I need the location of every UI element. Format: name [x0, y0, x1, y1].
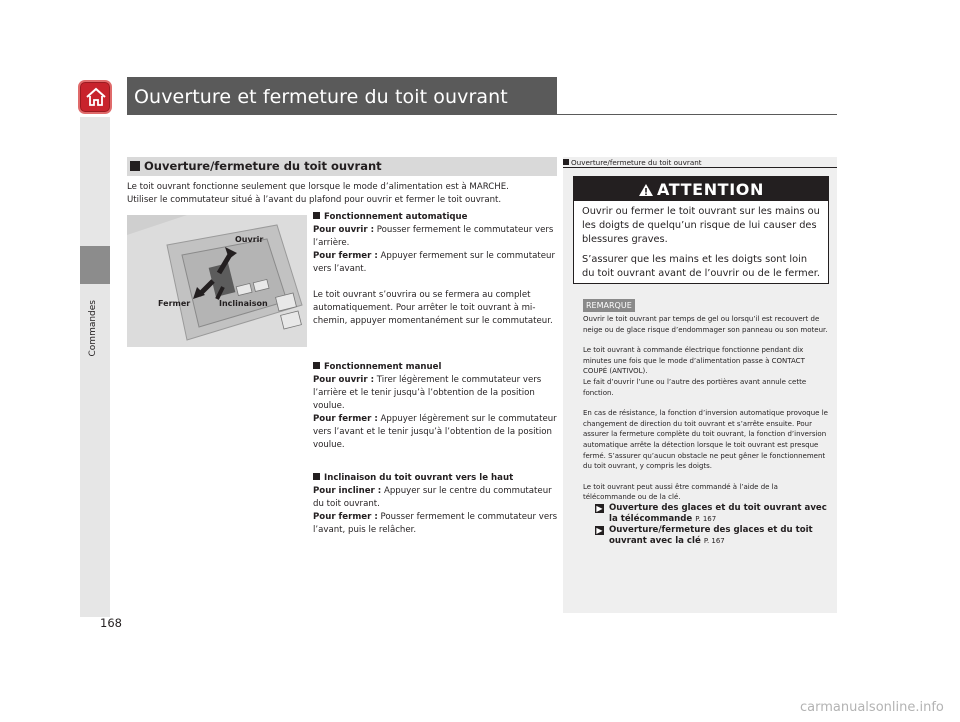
note-paragraph-4: En cas de résistance, la fonction d’inversion automatique provoque le changement de direction du toit ouvrant et s’arrête ensuite. Pour assurer la fermeture complète du toit ouvrant, la fonction d’inversion automatique arrête la détection lorsque le toit ouvrant est presque fermé. S’assurer qu’aucun obstacle ne peut gêner le fonctionnement du toit ouvrant, y compris les doigts.	[583, 409, 828, 471]
manual-heading-text: Fonctionnement manuel	[324, 362, 442, 372]
xref-2-text[interactable]: Ouverture/fermeture des glaces et du toit ouvrant avec la clé	[609, 524, 813, 546]
page-number: 168	[100, 616, 122, 630]
xref-link-key[interactable]	[593, 525, 829, 547]
home-icon	[85, 86, 107, 108]
panel-header	[563, 158, 702, 167]
xref-arrow-icon: ▶	[596, 525, 603, 535]
auto-open-label: Pour ouvrir :	[313, 225, 375, 235]
panel-header-text: Ouverture/fermeture du toit ouvrant	[571, 158, 702, 167]
sunroof-switch-illustration	[127, 215, 307, 347]
manual-open-label: Pour ouvrir :	[313, 375, 375, 385]
auto-heading-text: Fonctionnement automatique	[324, 212, 468, 222]
manual-close-text: Appuyer légèrement sur le commutateur vers l’avant et le tenir jusqu’à l’obtention de la position voulue.	[313, 414, 557, 450]
xref-2-page[interactable]: P. 167	[703, 536, 725, 545]
manual-open-text: Tirer légèrement le commutateur vers l’arrière et le tenir jusqu’à l’obtention de la position voulue.	[313, 375, 542, 411]
warning-box	[573, 176, 829, 284]
home-button[interactable]	[78, 80, 112, 114]
sidebar-label[interactable]: Commandes	[88, 300, 98, 357]
auto-close-label: Pour fermer :	[313, 251, 378, 261]
manual-close-label: Pour fermer :	[313, 414, 378, 424]
title-underline	[127, 114, 837, 115]
warning-triangle-icon	[638, 183, 654, 197]
tilt-heading	[313, 472, 558, 485]
tilt-close-text: Pousser fermement le commutateur vers l’avant, puis le relâcher.	[313, 512, 558, 535]
note-text	[583, 314, 829, 547]
xref-link-remote[interactable]	[593, 503, 829, 525]
xref-1-page[interactable]: P. 167	[695, 514, 717, 523]
auto-open	[313, 224, 558, 250]
warning-text-1: Ouvrir ou fermer le toit ouvrant sur les mains ou les doigts de quelqu’un risque de lui causer des blessures graves.	[582, 206, 820, 245]
page-title: Ouverture et fermeture du toit ouvrant	[134, 86, 508, 108]
panel-square-icon	[563, 159, 569, 165]
tilt-heading-text: Inclinaison du toit ouvrant vers le haut	[324, 473, 514, 483]
tilt-open	[313, 485, 558, 511]
section-title: Ouverture/fermeture du toit ouvrant	[144, 159, 382, 173]
bullet-square-icon	[313, 212, 320, 219]
note-paragraph-5: Le toit ouvrant peut aussi être commandé à l’aide de la télécommande ou de la clé.	[583, 482, 778, 502]
bullet-square-icon	[313, 473, 320, 480]
panel-header-rule	[563, 167, 837, 168]
note-paragraph-1: Ouvrir le toit ouvrant par temps de gel ou lorsqu’il est recouvert de neige ou de glace risque d’endommager son panneau ou son moteur.	[583, 315, 828, 334]
manual-open	[313, 374, 558, 413]
warning-body	[582, 205, 822, 281]
note-badge: REMARQUE	[583, 299, 635, 312]
manual-operation-block	[313, 361, 558, 452]
tilt-text: Appuyer sur le centre du commutateur du toit ouvrant.	[313, 486, 552, 509]
section-square-icon	[130, 161, 140, 171]
auto-close	[313, 250, 558, 276]
watermark: carmanualsonline.info	[800, 700, 944, 715]
label-fermer: Fermer	[158, 299, 191, 308]
tilt-label: Pour incliner :	[313, 486, 382, 496]
label-inclinaison: Inclinaison	[219, 299, 268, 308]
sidebar-strip	[80, 117, 110, 617]
warning-text-2: S’assurer que les mains et les doigts sont loin du toit ouvrant avant de l’ouvrir ou de le fermer.	[582, 254, 820, 279]
manual-close	[313, 413, 558, 452]
auto-operation-block	[313, 211, 558, 328]
auto-open-text: Pousser fermement le commutateur vers l’arrière.	[313, 225, 554, 248]
warning-title	[574, 180, 828, 199]
tilt-close-label: Pour fermer :	[313, 512, 378, 522]
tilt-operation-block	[313, 472, 558, 537]
label-ouvrir: Ouvrir	[235, 235, 264, 244]
bullet-square-icon	[313, 362, 320, 369]
note-paragraph-2: Le toit ouvrant à commande électrique fonctionne pendant dix minutes une fois que le mode d’alimentation passe à CONTACT COUPÉ (ANTIVOL).	[583, 346, 805, 376]
xref-1-text[interactable]: Ouverture des glaces et du toit ouvrant avec la télécommande	[609, 502, 827, 524]
tilt-close	[313, 511, 558, 537]
intro-text	[127, 181, 557, 207]
auto-close-text: Appuyer fermement sur le commutateur vers l’avant.	[313, 251, 556, 274]
manual-heading	[313, 361, 558, 374]
auto-heading	[313, 211, 558, 224]
intro-line-2: Utiliser le commutateur situé à l’avant du plafond pour ouvrir et fermer le toit ouvrant.	[127, 195, 502, 205]
intro-line-1: Le toit ouvrant fonctionne seulement que lorsque le mode d’alimentation est à MARCHE.	[127, 182, 509, 192]
warning-title-text: ATTENTION	[657, 180, 764, 199]
note-paragraph-3: Le fait d’ouvrir l’une ou l’autre des portières avant annule cette fonction.	[583, 377, 807, 397]
sidebar-chapter-tab[interactable]	[80, 246, 110, 284]
xref-arrow-icon: ▶	[596, 503, 603, 513]
auto-note: Le toit ouvrant s’ouvrira ou se fermera au complet automatiquement. Pour arrêter le toit ouvrant à mi-chemin, appuyer momentanément sur le commutateur.	[313, 290, 553, 326]
overhead-console-drawing	[127, 215, 307, 347]
